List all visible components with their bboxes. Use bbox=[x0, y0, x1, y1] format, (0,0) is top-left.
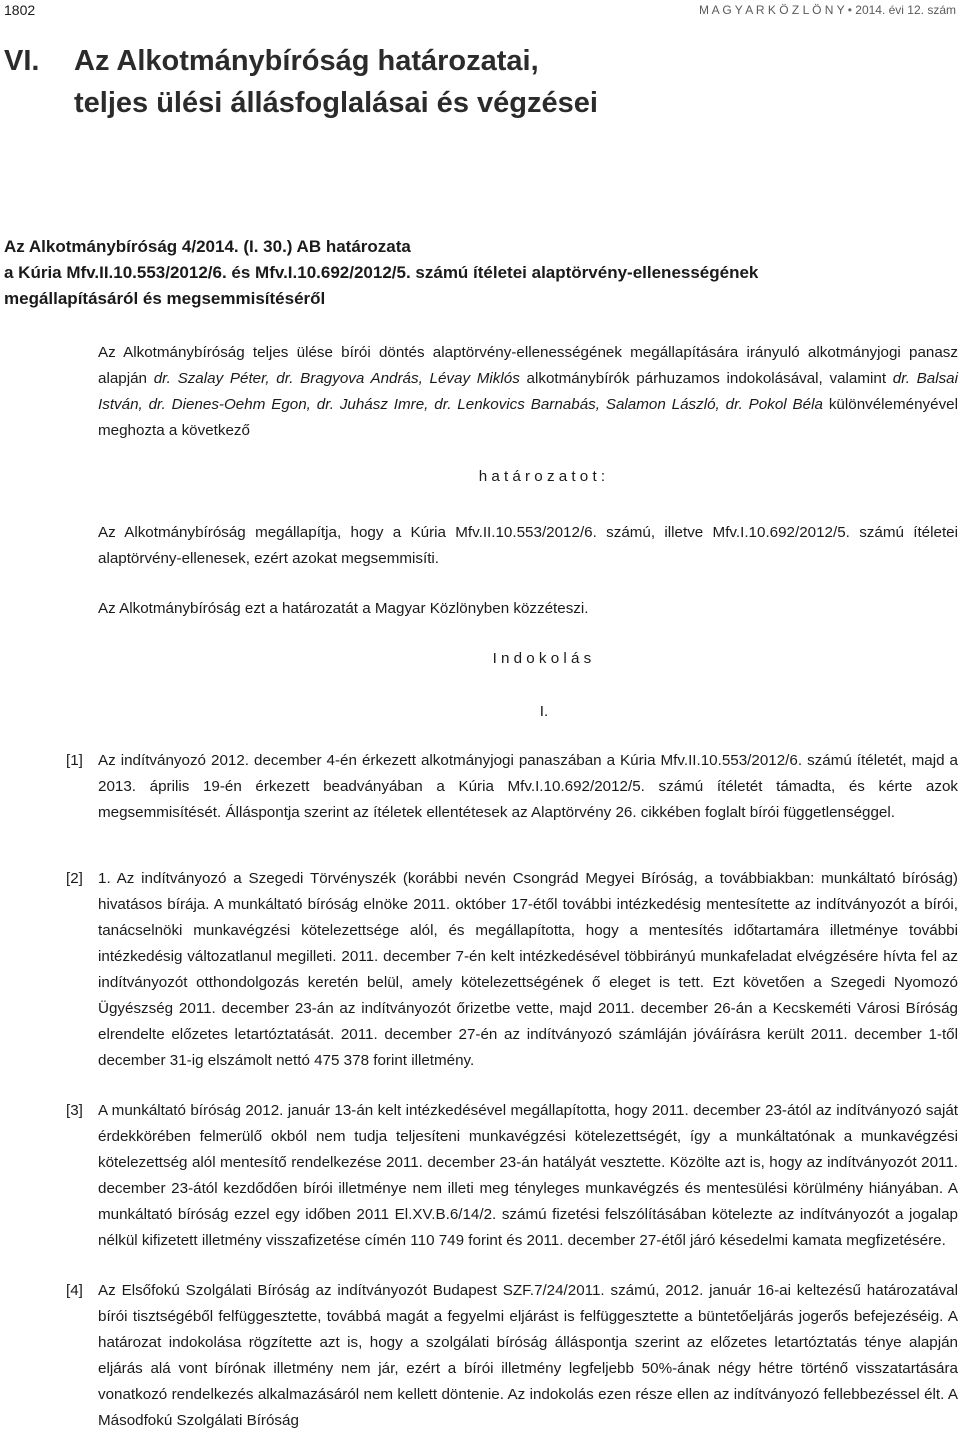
decision-title-line1: Az Alkotmánybíróság 4/2014. (I. 30.) AB határozata bbox=[4, 237, 411, 256]
decision-title-line3: megállapításáról és megsemmisítéséről bbox=[4, 289, 326, 308]
decision-title bbox=[4, 234, 904, 312]
paragraph-number: [1] bbox=[66, 752, 83, 769]
section-title-line1: Az Alkotmánybíróság határozatai, bbox=[74, 45, 539, 77]
part-numeral: I. bbox=[539, 703, 549, 720]
paragraph-text: Az Elsőfokú Szolgálati Bíróság az indítványozót Budapest SZF.7/24/2011. számú, 2012. január 16-ai keltezésű határozatával bírói tisztségéből felfüggesztette, továbbá magát a fegyelmi eljárást is felfüggesztette a büntetőeljárás jogerős befejezéséig. A határozat indokolása rögzítette azt is, hogy a szolgálati bíróság álláspontja szerint az előzetes letartóztatás ténye alapján eljárás alá vont bírónak illetmény nem jár, ezért a bírói illetmény legfeljebb 50%-ának négy hétre történő visszatartására vonatkozó rendelkezés alkalmazásáról nem kellett döntenie. Az indokolás ezen része ellen az indítványozó fellebbezéssel élt. A Másodfokú Szolgálati Bíróság bbox=[98, 1282, 958, 1429]
publication-paragraph: Az Alkotmánybíróság ezt a határozatát a Magyar Közlönyben közzéteszi. bbox=[98, 600, 589, 617]
section-title-line2: teljes ülési állásfoglalásai és végzései bbox=[74, 87, 598, 119]
running-header bbox=[0, 0, 960, 22]
intro-paragraph bbox=[98, 340, 958, 444]
section-roman-numeral: VI. bbox=[4, 45, 40, 77]
ruling-paragraph: Az Alkotmánybíróság megállapítja, hogy a Kúria Mfv.II.10.553/2012/6. számú, illetve Mfv.I.10.692/2012/5. számú ítéletei alaptörvény-ellenesek, ezért azokat megsemmisíti. bbox=[98, 524, 958, 567]
hatarozat-heading: határozatot: bbox=[478, 468, 610, 485]
concurring-judges: dr. Szalay Péter, dr. Bragyova András, Lévay Miklós bbox=[153, 370, 520, 387]
paragraph-number: [2] bbox=[66, 870, 83, 887]
page-number: 1802 bbox=[4, 2, 36, 18]
decision-title-line2: a Kúria Mfv.II.10.553/2012/6. és Mfv.I.10.692/2012/5. számú ítéletei alaptörvény-ellenességének bbox=[4, 263, 759, 282]
paragraph-text: 1. Az indítványozó a Szegedi Törvényszék (korábbi nevén Csongrád Megyei Bíróság, a továbbiakban: munkáltató bíróság) hivatásos bírája. A munkáltató bíróság elnöke 2011. október 17-étől további intézkedésig mentesítette az indítványozót a bírói, tanácselnöki munkavégzési kötelezettsége alól, és megállapította, hogy a mentesítés időtartamára illetménye további intézkedésig változatlanul megilleti. 2011. december 7-én kelt intézkedésével többirányú munkafeladat elvégzésére hívta fel az indítványozót otthondolgozás keretén belül, amely kötelezettségének ő eleget is tett. Ezt követően a Szegedi Nyomozó Ügyészség 2011. december 23-án az indítványozót őrizetbe vette, majd 2011. december 26-án a Kecskeméti Városi Bíróság elrendelte előzetes letartóztatását. 2011. december 27-én az indítványozó számláján jóváírásra került 2011. december 1-től december 31-ig elszámolt nettó 475 378 forint illetmény. bbox=[98, 870, 958, 1069]
paragraph-number: [4] bbox=[66, 1282, 83, 1299]
intro-text: Az Alkotmánybíróság teljes ülése bírói döntés alaptörvény-ellenességének megállapítására irányuló alkotmányjogi panasz alapján bbox=[98, 344, 958, 387]
paragraph-text: A munkáltató bíróság 2012. január 13-án kelt intézkedésével megállapította, hogy 2011. december 23-ától az indítványozó saját érdekkörében felmerülő okból nem tudja teljesíteni munkavégzési kötelezettségét, így a munkáltatónak a munkavégzési kötelezettség alól mentesítő rendelkezése 2011. december 23-án hatályát vesztette. Közölte azt is, hogy az indítványozót 2011. december 23-ától kezdődően bírói illetménye nem illeti meg tényleges munkavégzés és mentesülési körülmény hiányában. A munkáltató bíróság ezzel egy időben 2011 El.XV.B.6/14/2. számú fizetési felszólításában kötelezte az indítványozót a jogalap nélkül kifizetett illetmény visszafizetése címén 110 749 forint és 2011. december 27-étől járó késedelmi kamata megfizetésére. bbox=[98, 1102, 958, 1249]
issue-label: 2014. évi 12. szám bbox=[855, 3, 956, 17]
intro-text: különvéleményével meghozta a következő bbox=[98, 396, 958, 439]
paragraph-text: Az indítványozó 2012. december 4-én érkezett alkotmányjogi panaszában a Kúria Mfv.II.10.553/2012/6. számú ítéletét, majd a 2013. április 19-én érkezett beadványában a Kúria Mfv.I.10.692/2012/5. számú ítéletét támadta, és kérte azok megsemmisítését. Álláspontja szerint az ítéletek ellentétesek az Alaptörvény 26. cikkében foglalt bírói függetlenséggel. bbox=[98, 752, 958, 821]
journal-name: M A G Y A R K Ö Z L Ö N Y bbox=[698, 3, 845, 17]
indokolas-heading: Indokolás bbox=[492, 650, 596, 667]
dissenting-judges: dr. Balsai István, dr. Dienes-Oehm Egon, dr. Juhász Imre, dr. Lenkovics Barnabás, Salamon László, dr. Pokol Béla bbox=[98, 370, 959, 413]
separator-bullet: • bbox=[847, 3, 852, 17]
paragraph-number: [3] bbox=[66, 1102, 83, 1119]
journal-running-head bbox=[699, 3, 956, 17]
intro-text: alkotmánybírók párhuzamos indokolásával, valamint bbox=[519, 370, 893, 387]
section-heading bbox=[4, 40, 598, 124]
